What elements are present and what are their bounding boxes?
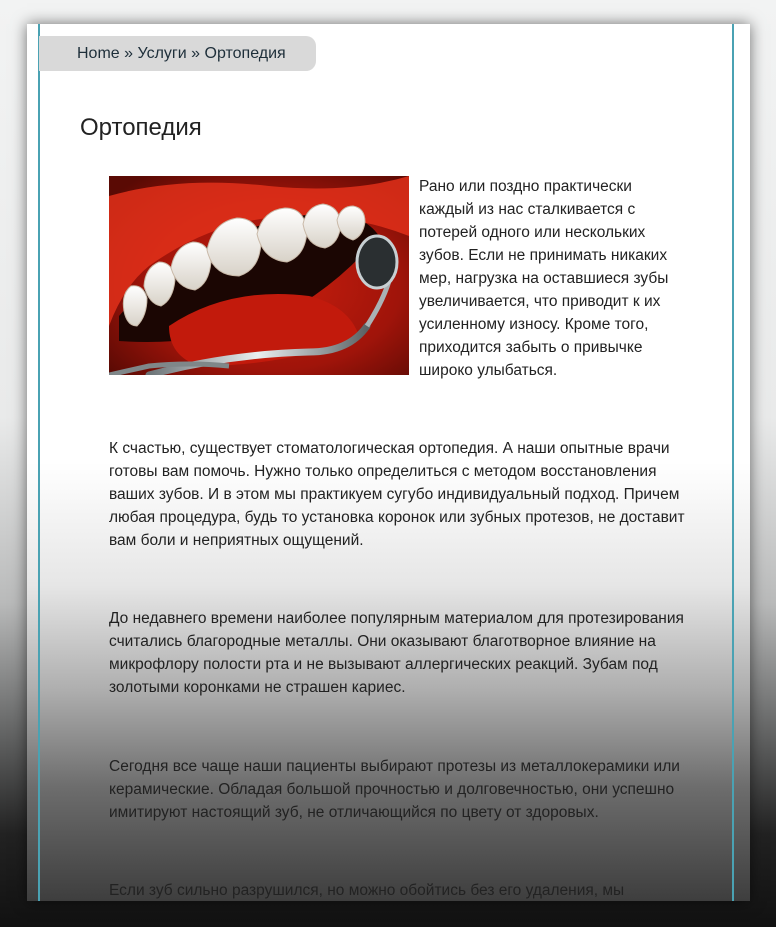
- paragraph-intro: Рано или поздно практически каждый из нас сталкивается с потерей одного или нескольких зубов. Если не принимать никаких мер, нагрузка на оставшиеся зубы увеличивается, что приводит к их усиленному износу. Кроме того, приходится забыть о привычке широко улыбаться.: [419, 178, 669, 379]
- breadcrumb-separator: »: [191, 45, 201, 62]
- breadcrumb-separator: »: [124, 45, 134, 62]
- breadcrumb-services-link[interactable]: Услуги: [137, 45, 187, 62]
- breadcrumb: [39, 36, 316, 71]
- teeth-photo: [109, 176, 409, 375]
- paragraph-noble-metals: До недавнего времени наиболее популярным материалом для протезирования считались благородные металлы. Они оказывают благотворное влияние на микрофлору полости рта и не вызывают аллергических реакций. Зубам под золотыми коронками не страшен кариес.: [109, 610, 684, 696]
- right-border-line: [732, 24, 734, 901]
- content-page: [27, 24, 750, 901]
- paragraph-orthopedics: К счастью, существует стоматологическая ортопедия. А наши опытные врачи готовы вам помочь. Нужно только определиться с методом восстановления ваших зубов. И в этом мы практикуем сугубо индивидуальный подход. Причем любая процедура, будь то установка коронок или зубных протезов, не доставит вам боли и неприятных ощущений.: [109, 440, 685, 549]
- paragraph-tooth-damage: Если зуб сильно разрушился, но можно обойтись без его удаления, мы: [109, 882, 625, 899]
- page-title: Ортопедия: [80, 114, 202, 141]
- paragraph-ceramics: Сегодня все чаще наши пациенты выбирают протезы из металлокерамики или керамические. Обладая большой прочностью и долговечностью, они успешно имитируют настоящий зуб, не отличающийся по цвету от здоровых.: [109, 758, 680, 821]
- breadcrumb-current: Ортопедия: [204, 45, 286, 62]
- left-border-line: [38, 24, 40, 901]
- breadcrumb-home-link[interactable]: Home: [77, 45, 120, 62]
